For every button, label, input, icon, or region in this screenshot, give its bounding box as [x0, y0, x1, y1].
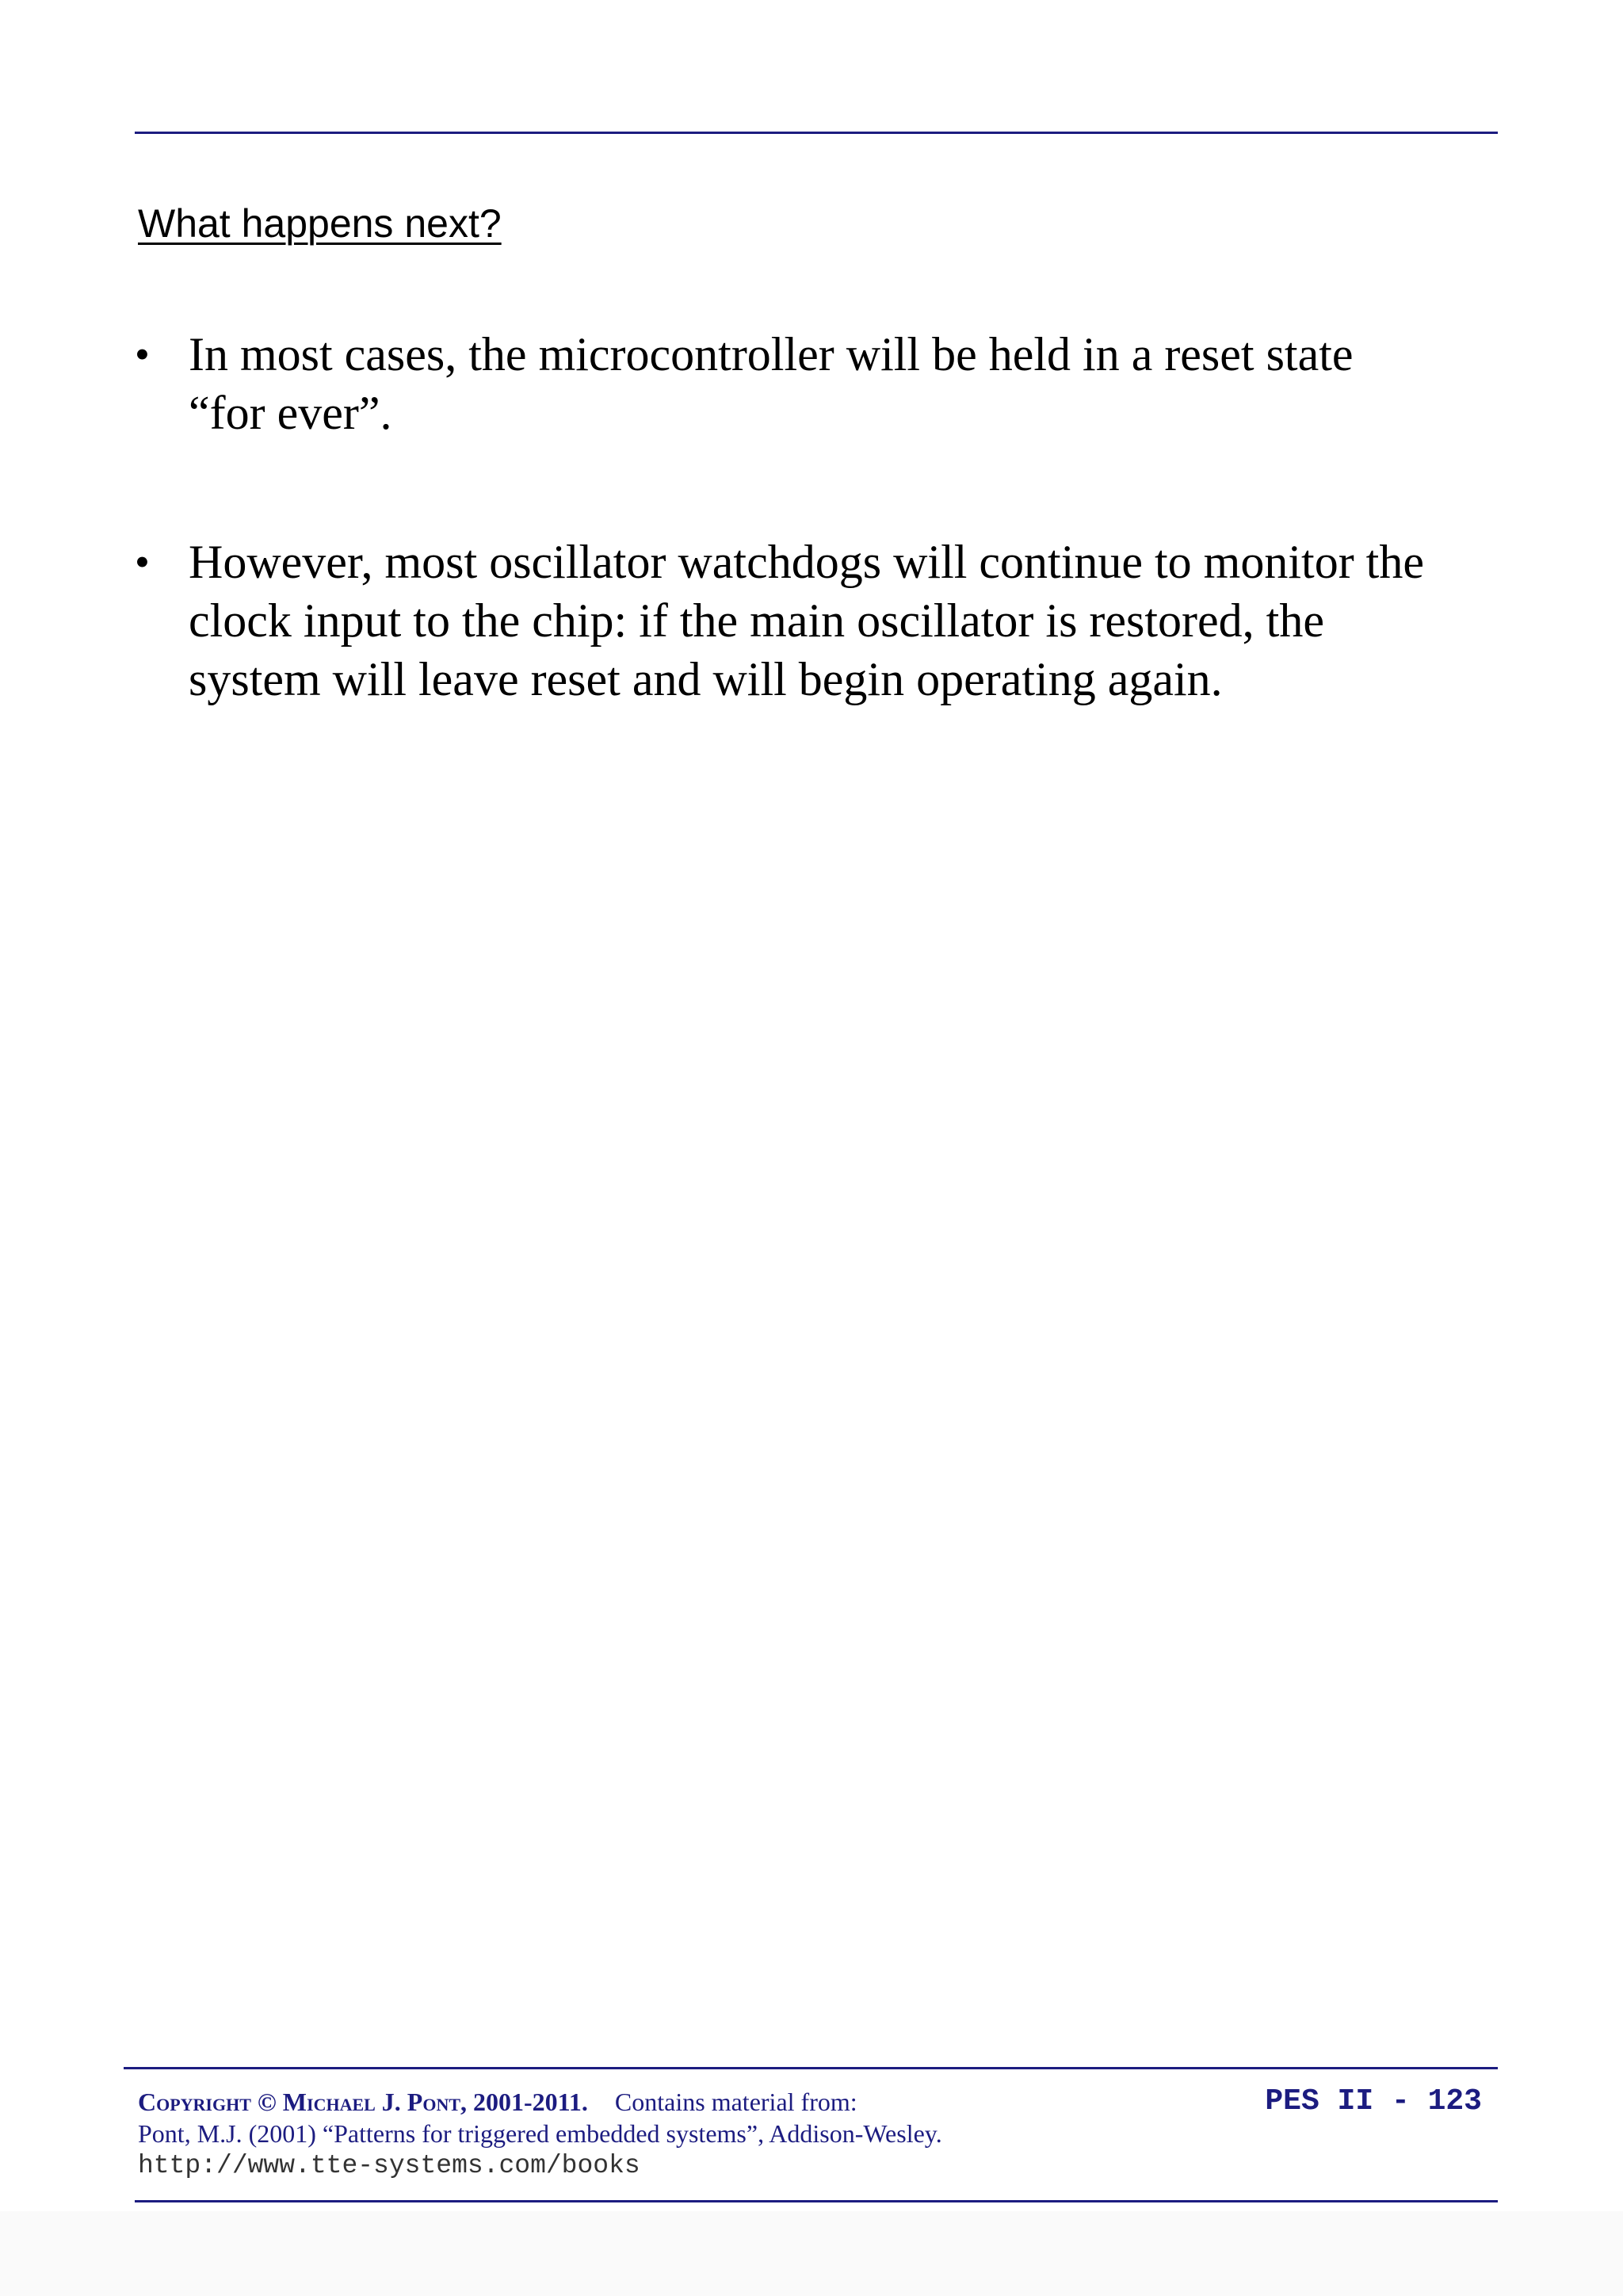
bullet-icon: • [135, 330, 150, 378]
page-bottom-margin [0, 2211, 1623, 2296]
footer-url-link[interactable]: http://www.tte-systems.com/books [138, 2151, 640, 2180]
page-number: PES II - 123 [1265, 2084, 1482, 2118]
bullet-icon: • [135, 538, 150, 586]
bullet-item [135, 325, 1434, 452]
footer-copyright-line [138, 2088, 857, 2117]
copyright-notice: Copyright © Michael J. Pont, 2001-2011. [138, 2088, 588, 2116]
bullet-item [135, 533, 1434, 786]
footer-citation: Pont, M.J. (2001) “Patterns for triggered embedded systems”, Addison-Wesley. [138, 2119, 942, 2148]
slide-heading: What happens next? [138, 201, 502, 246]
footer-rule-top [124, 2067, 1498, 2069]
header-rule [135, 132, 1498, 134]
footer-rule-bottom [135, 2200, 1498, 2202]
bullet-text: In most cases, the microcontroller will be held in a reset state “for ever”. [189, 328, 1354, 439]
bullet-text: However, most oscillator watchdogs will continue to monitor the clock input to the chip: if the main oscillator is restored, the system will leave reset and will begin operating again. [189, 536, 1424, 705]
contains-material-note: Contains material from: [614, 2088, 857, 2116]
